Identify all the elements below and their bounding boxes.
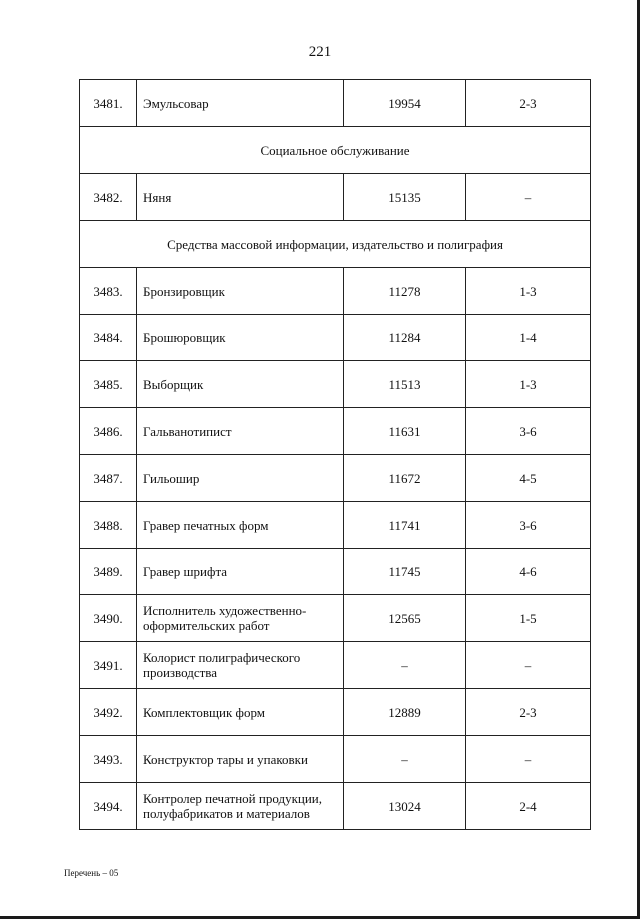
profession-code: 13024 (344, 783, 466, 830)
grade-range: – (466, 174, 591, 221)
profession-name: Гравер шрифта (137, 549, 344, 595)
table-row (80, 361, 591, 408)
profession-table (79, 79, 591, 830)
profession-name: Исполнитель художественно-оформительских работ (137, 595, 344, 642)
table-row (80, 736, 591, 783)
profession-code: 19954 (344, 80, 466, 127)
document-footer: Перечень – 05 (64, 868, 119, 878)
row-number: 3490. (80, 595, 137, 642)
row-number: 3484. (80, 315, 137, 361)
profession-code: 15135 (344, 174, 466, 221)
grade-range: – (466, 736, 591, 783)
profession-name: Комплектовщик форм (137, 689, 344, 736)
table-row (80, 549, 591, 595)
profession-code: 11631 (344, 408, 466, 455)
table-row (80, 689, 591, 736)
table-row (80, 268, 591, 315)
table-row (80, 502, 591, 549)
table-row (80, 595, 591, 642)
row-number: 3491. (80, 642, 137, 689)
profession-name: Контролер печатной продукции, полуфабрикатов и материалов (137, 783, 344, 830)
profession-name: Конструктор тары и упаковки (137, 736, 344, 783)
section-header-row (80, 221, 591, 268)
grade-range: 4-6 (466, 549, 591, 595)
row-number: 3485. (80, 361, 137, 408)
grade-range: 1-5 (466, 595, 591, 642)
section-header-row (80, 127, 591, 174)
row-number: 3489. (80, 549, 137, 595)
row-number: 3483. (80, 268, 137, 315)
grade-range: – (466, 642, 591, 689)
profession-name: Выборщик (137, 361, 344, 408)
profession-code: 11745 (344, 549, 466, 595)
table-row (80, 174, 591, 221)
profession-code: – (344, 642, 466, 689)
grade-range: 1-3 (466, 268, 591, 315)
profession-name: Гальванотипист (137, 408, 344, 455)
grade-range: 1-3 (466, 361, 591, 408)
grade-range: 3-6 (466, 502, 591, 549)
profession-code: 11284 (344, 315, 466, 361)
grade-range: 3-6 (466, 408, 591, 455)
table-row (80, 80, 591, 127)
grade-range: 4-5 (466, 455, 591, 502)
profession-code: – (344, 736, 466, 783)
table-row (80, 783, 591, 830)
grade-range: 2-3 (466, 689, 591, 736)
row-number: 3488. (80, 502, 137, 549)
table-row (80, 408, 591, 455)
row-number: 3486. (80, 408, 137, 455)
table-row (80, 455, 591, 502)
table-row (80, 315, 591, 361)
row-number: 3494. (80, 783, 137, 830)
profession-name: Брошюровщик (137, 315, 344, 361)
section-title: Социальное обслуживание (80, 127, 591, 174)
profession-name: Колорист полиграфического производства (137, 642, 344, 689)
row-number: 3493. (80, 736, 137, 783)
profession-code: 11513 (344, 361, 466, 408)
page-number: 221 (308, 44, 332, 60)
profession-name: Няня (137, 174, 344, 221)
grade-range: 2-4 (466, 783, 591, 830)
table-row (80, 642, 591, 689)
profession-name: Гильошир (137, 455, 344, 502)
row-number: 3492. (80, 689, 137, 736)
grade-range: 1-4 (466, 315, 591, 361)
profession-name: Эмульсовар (137, 80, 344, 127)
row-number: 3481. (80, 80, 137, 127)
row-number: 3482. (80, 174, 137, 221)
profession-code: 11278 (344, 268, 466, 315)
section-title: Средства массовой информации, издательство и полиграфия (80, 221, 591, 268)
profession-code: 12889 (344, 689, 466, 736)
profession-code: 12565 (344, 595, 466, 642)
row-number: 3487. (80, 455, 137, 502)
profession-name: Бронзировщик (137, 268, 344, 315)
profession-code: 11672 (344, 455, 466, 502)
profession-name: Гравер печатных форм (137, 502, 344, 549)
profession-code: 11741 (344, 502, 466, 549)
grade-range: 2-3 (466, 80, 591, 127)
